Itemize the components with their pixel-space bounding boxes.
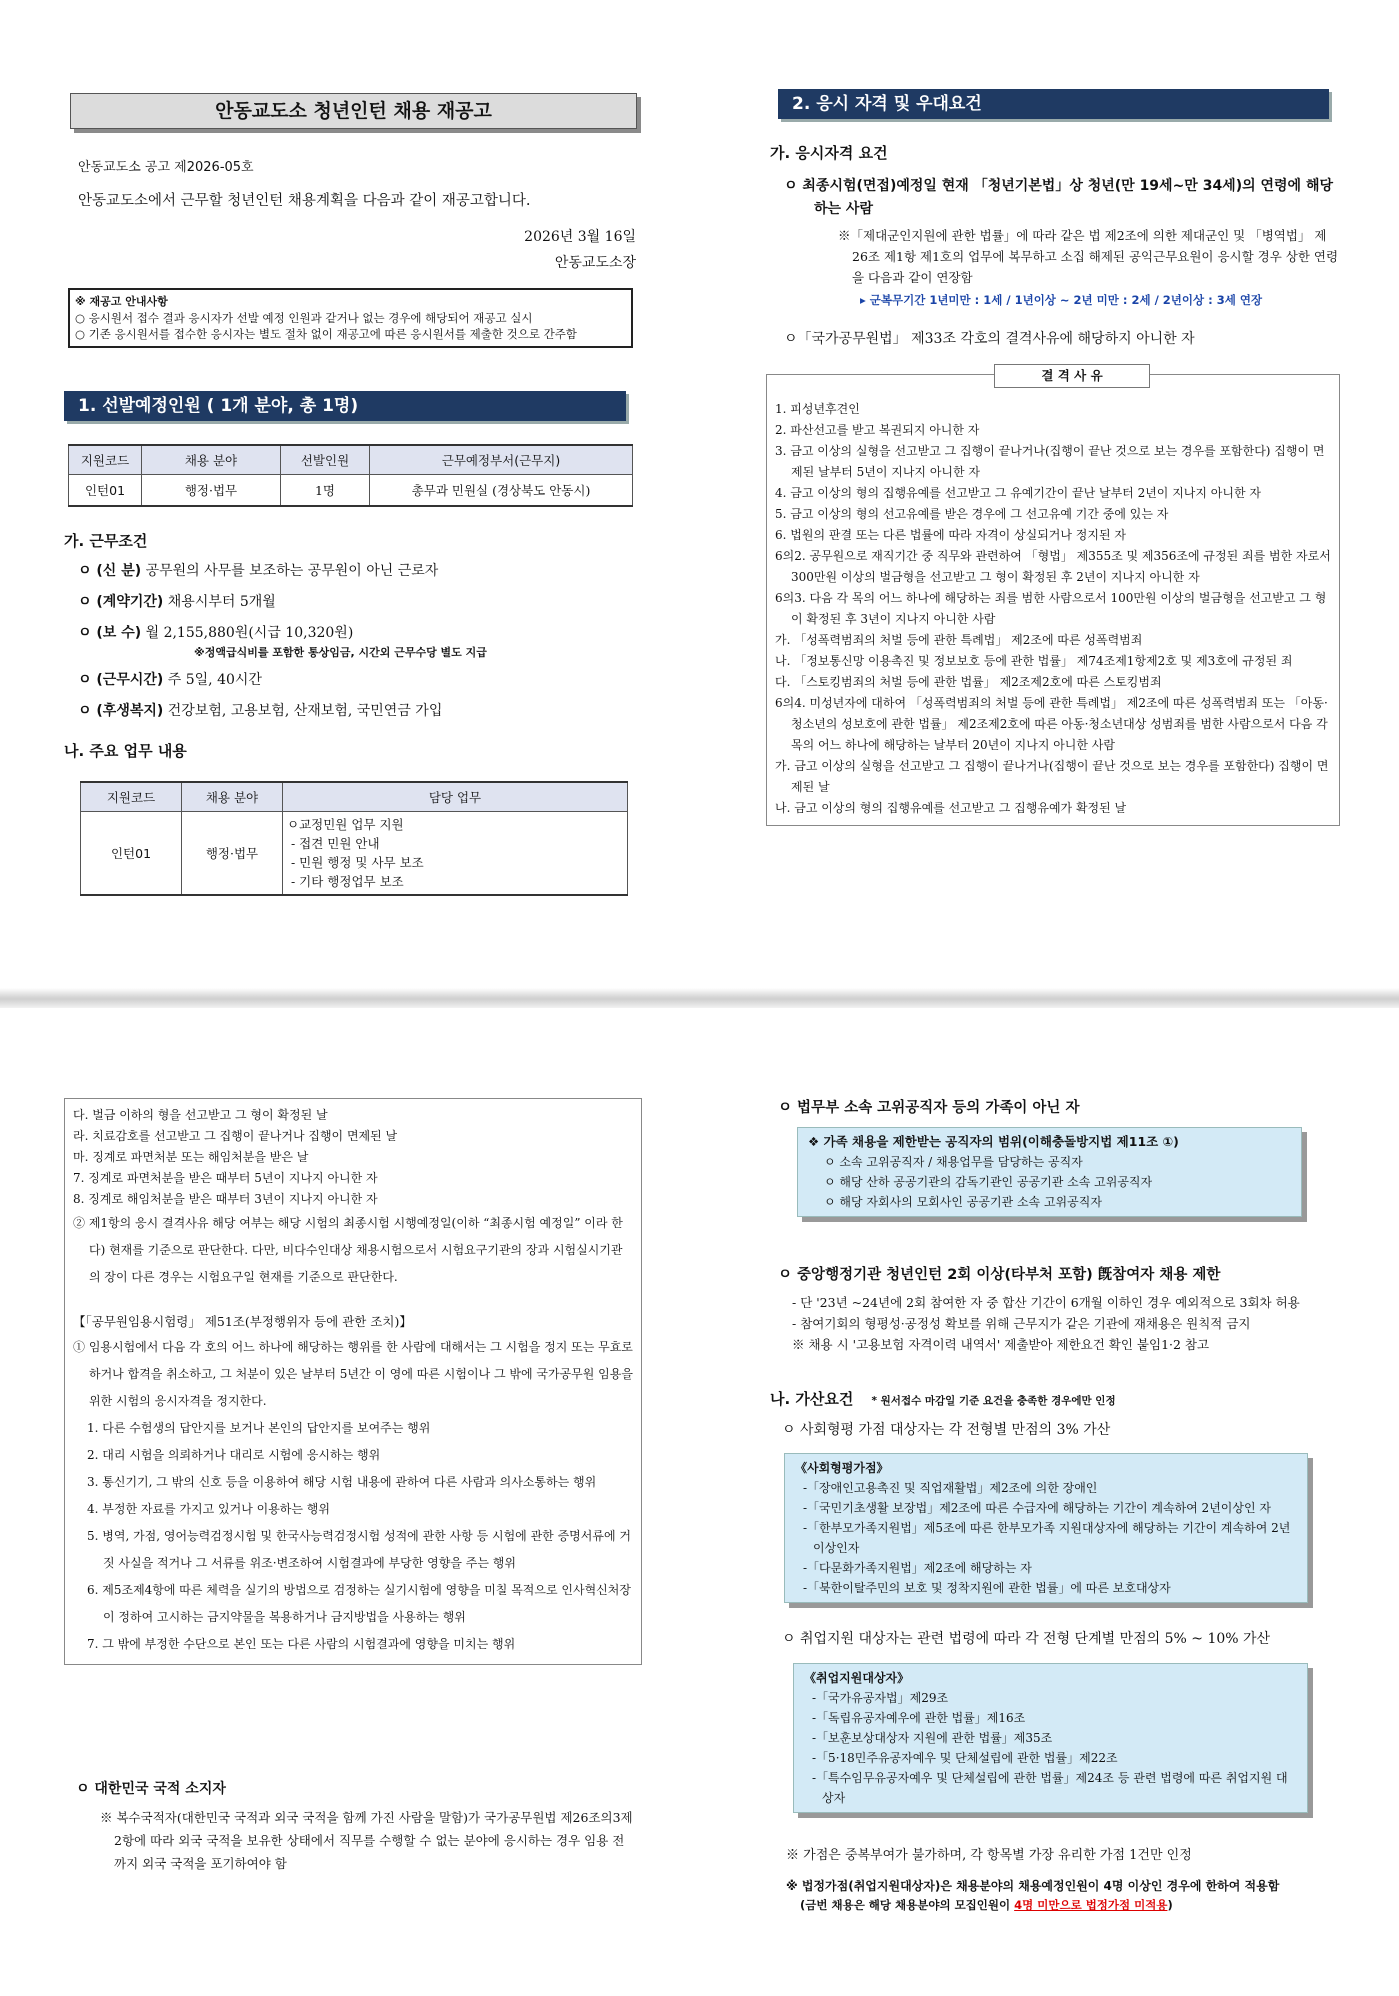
duty-item: - 접견 민원 안내 bbox=[287, 836, 380, 851]
limit-item: ※ 채용 시 '고용보험 자격이력 내역서' 제출받아 제한요건 확인 붙임1·2 참고 bbox=[792, 1337, 1210, 1352]
work-condition-item: ㅇ (근무시간) 주 5일, 40시간 bbox=[78, 672, 262, 688]
disq-item: 가. 금고 이상의 실형을 선고받고 그 집행이 끝나거나(집행이 끝난 것으로 보는 경우를 포함한다) 집행이 면제된 날 bbox=[775, 759, 1329, 794]
table-cell: 총무과 민원실 (경상북도 안동시) bbox=[370, 475, 633, 507]
disqualification-label: 결 격 사 유 bbox=[994, 364, 1150, 388]
duty-item: ㅇ교정민원 업무 지원 bbox=[287, 817, 404, 832]
nationality-note: ※ 복수국적자(대한민국 국적과 외국 국적을 함께 가진 사람을 말함)가 국가공무원법 제26조의3제2항에 따라 외국 국적을 보유한 상태에서 직무를 수행할 수 없는 분야에 응시하는 경우 임용 전까지 외국 국적을 포기하여야 함 bbox=[100, 1810, 633, 1871]
disq-item: 라. 치료감호를 선고받고 그 집행이 끝나거나 집행이 면제된 날 bbox=[73, 1129, 398, 1143]
age-bullet: ㅇ 최종시험(면접)예정일 현재 「청년기본법」상 청년(만 19세~만 34세)의 연령에 해당하는 사람 bbox=[784, 178, 1333, 217]
table-cell: 1명 bbox=[281, 475, 370, 507]
family-box-item: ㅇ 해당 자회사의 모회사인 공공기관 소속 고위공직자 bbox=[824, 1195, 1102, 1209]
family-box-heading: ❖ 가족 채용을 제한받는 공직자의 범위(이해충돌방지법 제11조 ①) bbox=[808, 1134, 1179, 1149]
employ-box-item: -「보훈보상대상자 지원에 관한 법률」제35조 bbox=[812, 1731, 1053, 1745]
duty-item: - 기타 행정업무 보조 bbox=[287, 874, 404, 889]
employment-bullet: ㅇ 취업지원 대상자는 관련 법령에 따라 각 전형 단계별 만점의 5% ~ 10% 가산 bbox=[782, 1631, 1271, 1647]
employment-support-box bbox=[793, 1663, 1308, 1813]
condition-text: 채용시부터 5개월 bbox=[167, 594, 276, 610]
rule-item: ① 임용시험에서 다음 각 호의 어느 하나에 해당하는 행위를 한 사람에 대해서는 그 시험을 정지 또는 무효로 하거나 합격을 취소하고, 그 처분이 있은 날부터 5년간 이 영에 따른 시험이나 그 밖에 국가공무원 임용을 위한 시험의 응시자격을 정지한다. bbox=[73, 1340, 633, 1408]
limit-item: - 단 '23년 ~24년에 2회 참여한 자 중 합산 기간이 6개월 이하인 경우 예외적으로 3회차 허용 bbox=[792, 1295, 1300, 1310]
rule-item: 2. 대리 시험을 의뢰하거나 대리로 시험에 응시하는 행위 bbox=[87, 1448, 381, 1462]
statutory-subnote bbox=[800, 1897, 1346, 1913]
rule-item: 4. 부정한 자료를 가지고 있거나 이용하는 행위 bbox=[87, 1502, 330, 1516]
table-header: 채용 분야 bbox=[182, 782, 283, 812]
table-header: 지원코드 bbox=[69, 445, 142, 475]
disq-item: 다. 벌금 이하의 형을 선고받고 그 형이 확정된 날 bbox=[73, 1108, 328, 1122]
social-box-item: -「북한이탈주민의 보호 및 정착지원에 관한 법률」에 따른 보호대상자 bbox=[803, 1581, 1171, 1595]
limit-bullet: ㅇ 중앙행정기관 청년인턴 2회 이상(타부처 포함) 旣참여자 채용 제한 bbox=[778, 1267, 1221, 1283]
work-condition-item: ㅇ (보 수) 월 2,155,880원(시급 10,320원) bbox=[78, 625, 354, 641]
section-2-title: 2. 응시 자격 및 우대요건 bbox=[778, 89, 1329, 119]
disqualification-box bbox=[766, 374, 1340, 826]
table-header: 채용 분야 bbox=[142, 445, 281, 475]
table-cell: 행정·법무 bbox=[142, 475, 281, 507]
disq-item: 가. 「성폭력범죄의 처벌 등에 관한 특례법」 제2조에 따른 성폭력범죄 bbox=[775, 633, 1143, 647]
age-note: ※「제대군인지원에 관한 법률」에 따라 같은 법 제2조에 의한 제대군인 및 「병역법」 제26조 제1항 제1호의 업무에 복무하고 소집 해제된 공익근무요원이 응시할 경우 상한 연령을 다음과 같이 연장함 bbox=[838, 228, 1339, 285]
family-box-item: ㅇ 소속 고위공직자 / 채용업무를 담당하는 공직자 bbox=[824, 1155, 1083, 1169]
rule-heading: 【「공무원임용시험령」 제51조(부정행위자 등에 관한 조치)】 bbox=[73, 1314, 412, 1329]
rule-item: 6. 제5조제4항에 따른 체력을 실기의 방법으로 검정하는 실기시험에 영향을 미칠 목적으로 인사혁신처장이 정하여 고시하는 금지약물을 복용하거나 금지방법을 사용하는 행위 bbox=[87, 1583, 631, 1624]
social-box-item: -「국민기초생활 보장법」제2조에 따른 수급자에 해당하는 기간이 계속하여 2년이상인 자 bbox=[803, 1501, 1271, 1515]
qual-heading: 가. 응시자격 요건 bbox=[770, 144, 888, 162]
bonus-note: * 원서접수 마감일 기준 요건을 충족한 경우에만 인정 bbox=[871, 1395, 1116, 1407]
condition-text: 공무원의 사무를 보조하는 공무원이 아닌 근로자 bbox=[145, 563, 439, 579]
header-block bbox=[78, 156, 638, 272]
table-cell: 인턴01 bbox=[81, 812, 182, 896]
disq-item: 6의3. 다음 각 목의 어느 하나에 해당하는 죄를 범한 사람으로서 100만원 이상의 벌금형을 선고받고 그 형이 확정된 후 3년이 지나지 아니한 사람 bbox=[775, 591, 1327, 626]
notice-box-item: ○ 응시원서 접수 결과 응시자가 선발 예정 인원과 같거나 없는 경우에 해당되어 재공고 실시 bbox=[75, 311, 533, 325]
family-box-item: ㅇ 해당 산하 공공기관의 감독기관인 공공기관 소속 고위공직자 bbox=[824, 1175, 1153, 1189]
employ-box-item: -「독립유공자예우에 관한 법률」제16조 bbox=[812, 1711, 1026, 1725]
condition-label: (신 분) bbox=[96, 563, 142, 579]
rule-item: 5. 병역, 가점, 영어능력검정시험 및 한국사능력검정시험 성적에 관한 사항 등 시험에 관한 증명서류에 거짓 사실을 적거나 그 서류를 위조·변조하여 시험결과에 부당한 영향을 주는 행위 bbox=[87, 1529, 631, 1570]
disq-item: 3. 금고 이상의 실형을 선고받고 그 집행이 끝나거나(집행이 끝난 것으로 보는 경우를 포함한다) 집행이 면제된 날부터 5년이 지나지 아니한 자 bbox=[775, 444, 1325, 479]
intro-text: 안동교도소에서 근무할 청년인턴 채용계획을 다음과 같이 재공고합니다. bbox=[78, 193, 531, 209]
page-2 bbox=[0, 1008, 1399, 1996]
age-extension: ▸ 군복무기간 1년미만 : 1세 / 1년이상 ~ 2년 미만 : 2세 / 2년이상 : 3세 연장 bbox=[860, 293, 1263, 307]
employment-section bbox=[782, 1628, 1342, 1648]
bonus-dup-note: ※ 가점은 중복부여가 불가하며, 각 항목별 가장 유리한 가점 1건만 인정 bbox=[786, 1848, 1192, 1863]
statutory-note: ※ 법정가점(취업지원대상자)은 채용분야의 채용예정인원이 4명 이상인 경우에 한하여 적용함 bbox=[786, 1879, 1280, 1893]
limit-section bbox=[778, 1263, 1348, 1355]
work-condition-item: ㅇ (신 분) 공무원의 사무를 보조하는 공무원이 아닌 근로자 bbox=[78, 563, 439, 579]
issuer: 안동교도소장 bbox=[554, 255, 636, 271]
social-box-item: -「다문화가족지원법」제2조에 해당하는 자 bbox=[803, 1561, 1032, 1575]
condition-label: (후생복지) bbox=[96, 703, 164, 719]
statutory-sub-text: ) bbox=[1167, 1898, 1173, 1912]
pay-note: ※정액급식비를 포함한 통상임금, 시간외 근무수당 별도 지급 bbox=[194, 646, 487, 659]
work-conditions bbox=[64, 530, 634, 761]
disq-item: 4. 금고 이상의 형의 집행유예를 선고받고 그 유예기간이 끝난 날부터 2년이 지나지 아니한 자 bbox=[775, 486, 1261, 500]
employ-box-heading: 《취업지원대상자》 bbox=[804, 1671, 910, 1685]
limit-item: - 참여기회의 형평성·공정성 확보를 위해 근무지가 같은 기관에 재채용은 원칙적 금지 bbox=[792, 1316, 1251, 1331]
duty-heading: 나. 주요 업무 내용 bbox=[64, 742, 187, 760]
condition-text: 월 2,155,880원(시급 10,320원) bbox=[145, 625, 354, 641]
statutory-highlight: 4명 미만으로 법정가점 미적용 bbox=[1014, 1898, 1168, 1912]
duty-item: - 민원 행정 및 사무 보조 bbox=[287, 855, 424, 870]
duty-list bbox=[283, 812, 628, 896]
disq-item: 7. 징계로 파면처분을 받은 때부터 5년이 지나지 아니한 자 bbox=[73, 1171, 378, 1185]
family-restriction-box bbox=[797, 1127, 1302, 1217]
condition-text: 건강보험, 고용보험, 산재보험, 국민연금 가입 bbox=[167, 703, 443, 719]
disq-item: 6의4. 미성년자에 대하여 「성폭력범죄의 처벌 등에 관한 특례법」 제2조에 따른 성폭력범죄 또는 「아동·청소년의 성보호에 관한 법률」 제2조제2호에 따른 아동·청소년대상 성범죄를 범한 사람으로서 다음 각 목의 어느 하나에 해당하는 날부터 20년이 지나지 아니한 사람 bbox=[775, 696, 1328, 752]
table-header-row bbox=[69, 445, 633, 475]
bonus-section bbox=[770, 1388, 1340, 1439]
disq-item: 2. 파산선고를 받고 복권되지 아니한 자 bbox=[775, 423, 980, 437]
social-equity-box bbox=[784, 1453, 1308, 1603]
work-heading: 가. 근무조건 bbox=[64, 532, 148, 550]
table-header: 담당 업무 bbox=[283, 782, 628, 812]
table-header: 지원코드 bbox=[81, 782, 182, 812]
disqualification-bullet: ㅇ「국가공무원법」 제33조 각호의 결격사유에 해당하지 아니한 자 bbox=[784, 331, 1195, 347]
condition-label: (근무시간) bbox=[96, 672, 164, 688]
disq-item: 1. 피성년후견인 bbox=[775, 402, 860, 416]
duty-table bbox=[80, 781, 628, 896]
disq-item: 다. 「스토킹범죄의 처벌 등에 관한 법률」 제2조제2호에 따른 스토킹범죄 bbox=[775, 675, 1162, 689]
condition-label: (보 수) bbox=[96, 625, 142, 641]
nationality-section bbox=[76, 1778, 636, 1875]
notice-number: 안동교도소 공고 제2026-05호 bbox=[78, 160, 254, 175]
page-1 bbox=[0, 0, 1399, 988]
bonus-footnotes bbox=[786, 1844, 1346, 1913]
page-title: 안동교도소 청년인턴 채용 재공고 bbox=[70, 93, 637, 129]
work-condition-item: ㅇ (계약기간) 채용시부터 5개월 bbox=[78, 594, 276, 610]
rule-item: 3. 통신기기, 그 밖의 신호 등을 이용하여 해당 시험 내용에 관하여 다른 사람과 의사소통하는 행위 bbox=[87, 1475, 597, 1489]
social-box-heading: 《사회형평가점》 bbox=[795, 1461, 889, 1475]
disq-item: 나. 금고 이상의 형의 집행유예를 선고받고 그 집행유예가 확정된 날 bbox=[775, 801, 1127, 815]
disq-item: 5. 금고 이상의 형의 선고유예를 받은 경우에 그 선고유예 기간 중에 있는 자 bbox=[775, 507, 1169, 521]
rule-item: 7. 그 밖에 부정한 수단으로 본인 또는 다른 사람의 시험결과에 영향을 미치는 행위 bbox=[87, 1637, 516, 1651]
notice-box-item: ○ 기존 응시원서를 접수한 응시자는 별도 절차 없이 재공고에 따른 응시원서를 제출한 것으로 간주함 bbox=[75, 327, 577, 341]
table-row bbox=[81, 812, 628, 896]
social-box-item: -「한부모가족지원법」제5조에 따른 한부모가족 지원대상자에 해당하는 기간이 계속하여 2년 이상인자 bbox=[803, 1521, 1291, 1555]
table-header: 선발인원 bbox=[281, 445, 370, 475]
work-condition-item: ㅇ (후생복지) 건강보험, 고용보험, 산재보험, 국민연금 가입 bbox=[78, 703, 443, 719]
notice-box-heading: ※ 재공고 안내사항 bbox=[75, 295, 168, 308]
social-bullet: ㅇ 사회형평 가점 대상자는 각 전형별 만점의 3% 가산 bbox=[782, 1422, 1111, 1438]
disq-item: 6. 법원의 판결 또는 다른 법률에 따라 자격이 상실되거나 정지된 자 bbox=[775, 528, 1126, 542]
disq-item: ② 제1항의 응시 결격사유 해당 여부는 해당 시험의 최종시험 시행예정일(이하 “최종시험 예정일” 이라 한다) 현재를 기준으로 판단한다. 다만, 비다수인대상 채용시험으로서 시험요구기관의 장과 시험실시기관의 장이 다른 경우는 시험요구일 현재를 기준으로 판단한다. bbox=[73, 1216, 623, 1284]
disq-item: 8. 징계로 해임처분을 받은 때부터 3년이 지나지 아니한 자 bbox=[73, 1192, 378, 1206]
section-1-title: 1. 선발예정인원 ( 1개 분야, 총 1명) bbox=[64, 391, 626, 421]
rule-item: 1. 다른 수험생의 답안지를 보거나 본인의 답안지를 보여주는 행위 bbox=[87, 1421, 431, 1435]
condition-label: (계약기간) bbox=[96, 594, 164, 610]
employ-box-item: -「5·18민주유공자예우 및 단체설립에 관한 법률」제22조 bbox=[812, 1751, 1118, 1765]
nationality-bullet: ㅇ 대한민국 국적 소지자 bbox=[76, 1781, 226, 1797]
notice-date: 2026년 3월 16일 bbox=[524, 229, 636, 245]
statutory-sub-text: (금번 채용은 해당 채용분야의 모집인원이 bbox=[800, 1898, 1015, 1912]
disqualification-continued bbox=[64, 1098, 642, 1665]
family-bullet: ㅇ 법무부 소속 고위공직자 등의 가족이 아닌 자 bbox=[778, 1100, 1080, 1116]
employ-box-item: -「특수임무유공자예우 및 단체설립에 관한 법률」제24조 등 관련 법령에 따른 취업지원 대상자 bbox=[812, 1771, 1288, 1805]
social-box-item: -「장애인고용촉진 및 직업재활법」제2조에 의한 장애인 bbox=[803, 1481, 1098, 1495]
disq-item: 마. 징계로 파면처분 또는 해임처분을 받은 날 bbox=[73, 1150, 309, 1164]
condition-text: 주 5일, 40시간 bbox=[167, 672, 262, 688]
family-section bbox=[778, 1096, 1338, 1117]
page-separator bbox=[0, 988, 1399, 1008]
selection-table bbox=[68, 444, 633, 507]
table-cell: 인턴01 bbox=[69, 475, 142, 507]
table-header: 근무예정부서(근무지) bbox=[370, 445, 633, 475]
bonus-heading: 나. 가산요건 bbox=[770, 1390, 854, 1408]
table-row bbox=[69, 475, 633, 507]
qualifications bbox=[770, 142, 1340, 348]
disq-item: 6의2. 공무원으로 재직기간 중 직무와 관련하여 「형법」 제355조 및 제356조에 규정된 죄를 범한 자로서 300만원 이상의 벌금형을 선고받고 그 형이 확정된 후 2년이 지나지 아니한 자 bbox=[775, 549, 1331, 584]
employ-box-item: -「국가유공자법」제29조 bbox=[812, 1691, 949, 1705]
reannounce-notice-box bbox=[68, 288, 633, 348]
disq-item: 나. 「정보통신망 이용촉진 및 정보보호 등에 관한 법률」 제74조제1항제2호 및 제3호에 규정된 죄 bbox=[775, 654, 1293, 668]
table-header-row bbox=[81, 782, 628, 812]
table-cell: 행정·법무 bbox=[182, 812, 283, 896]
